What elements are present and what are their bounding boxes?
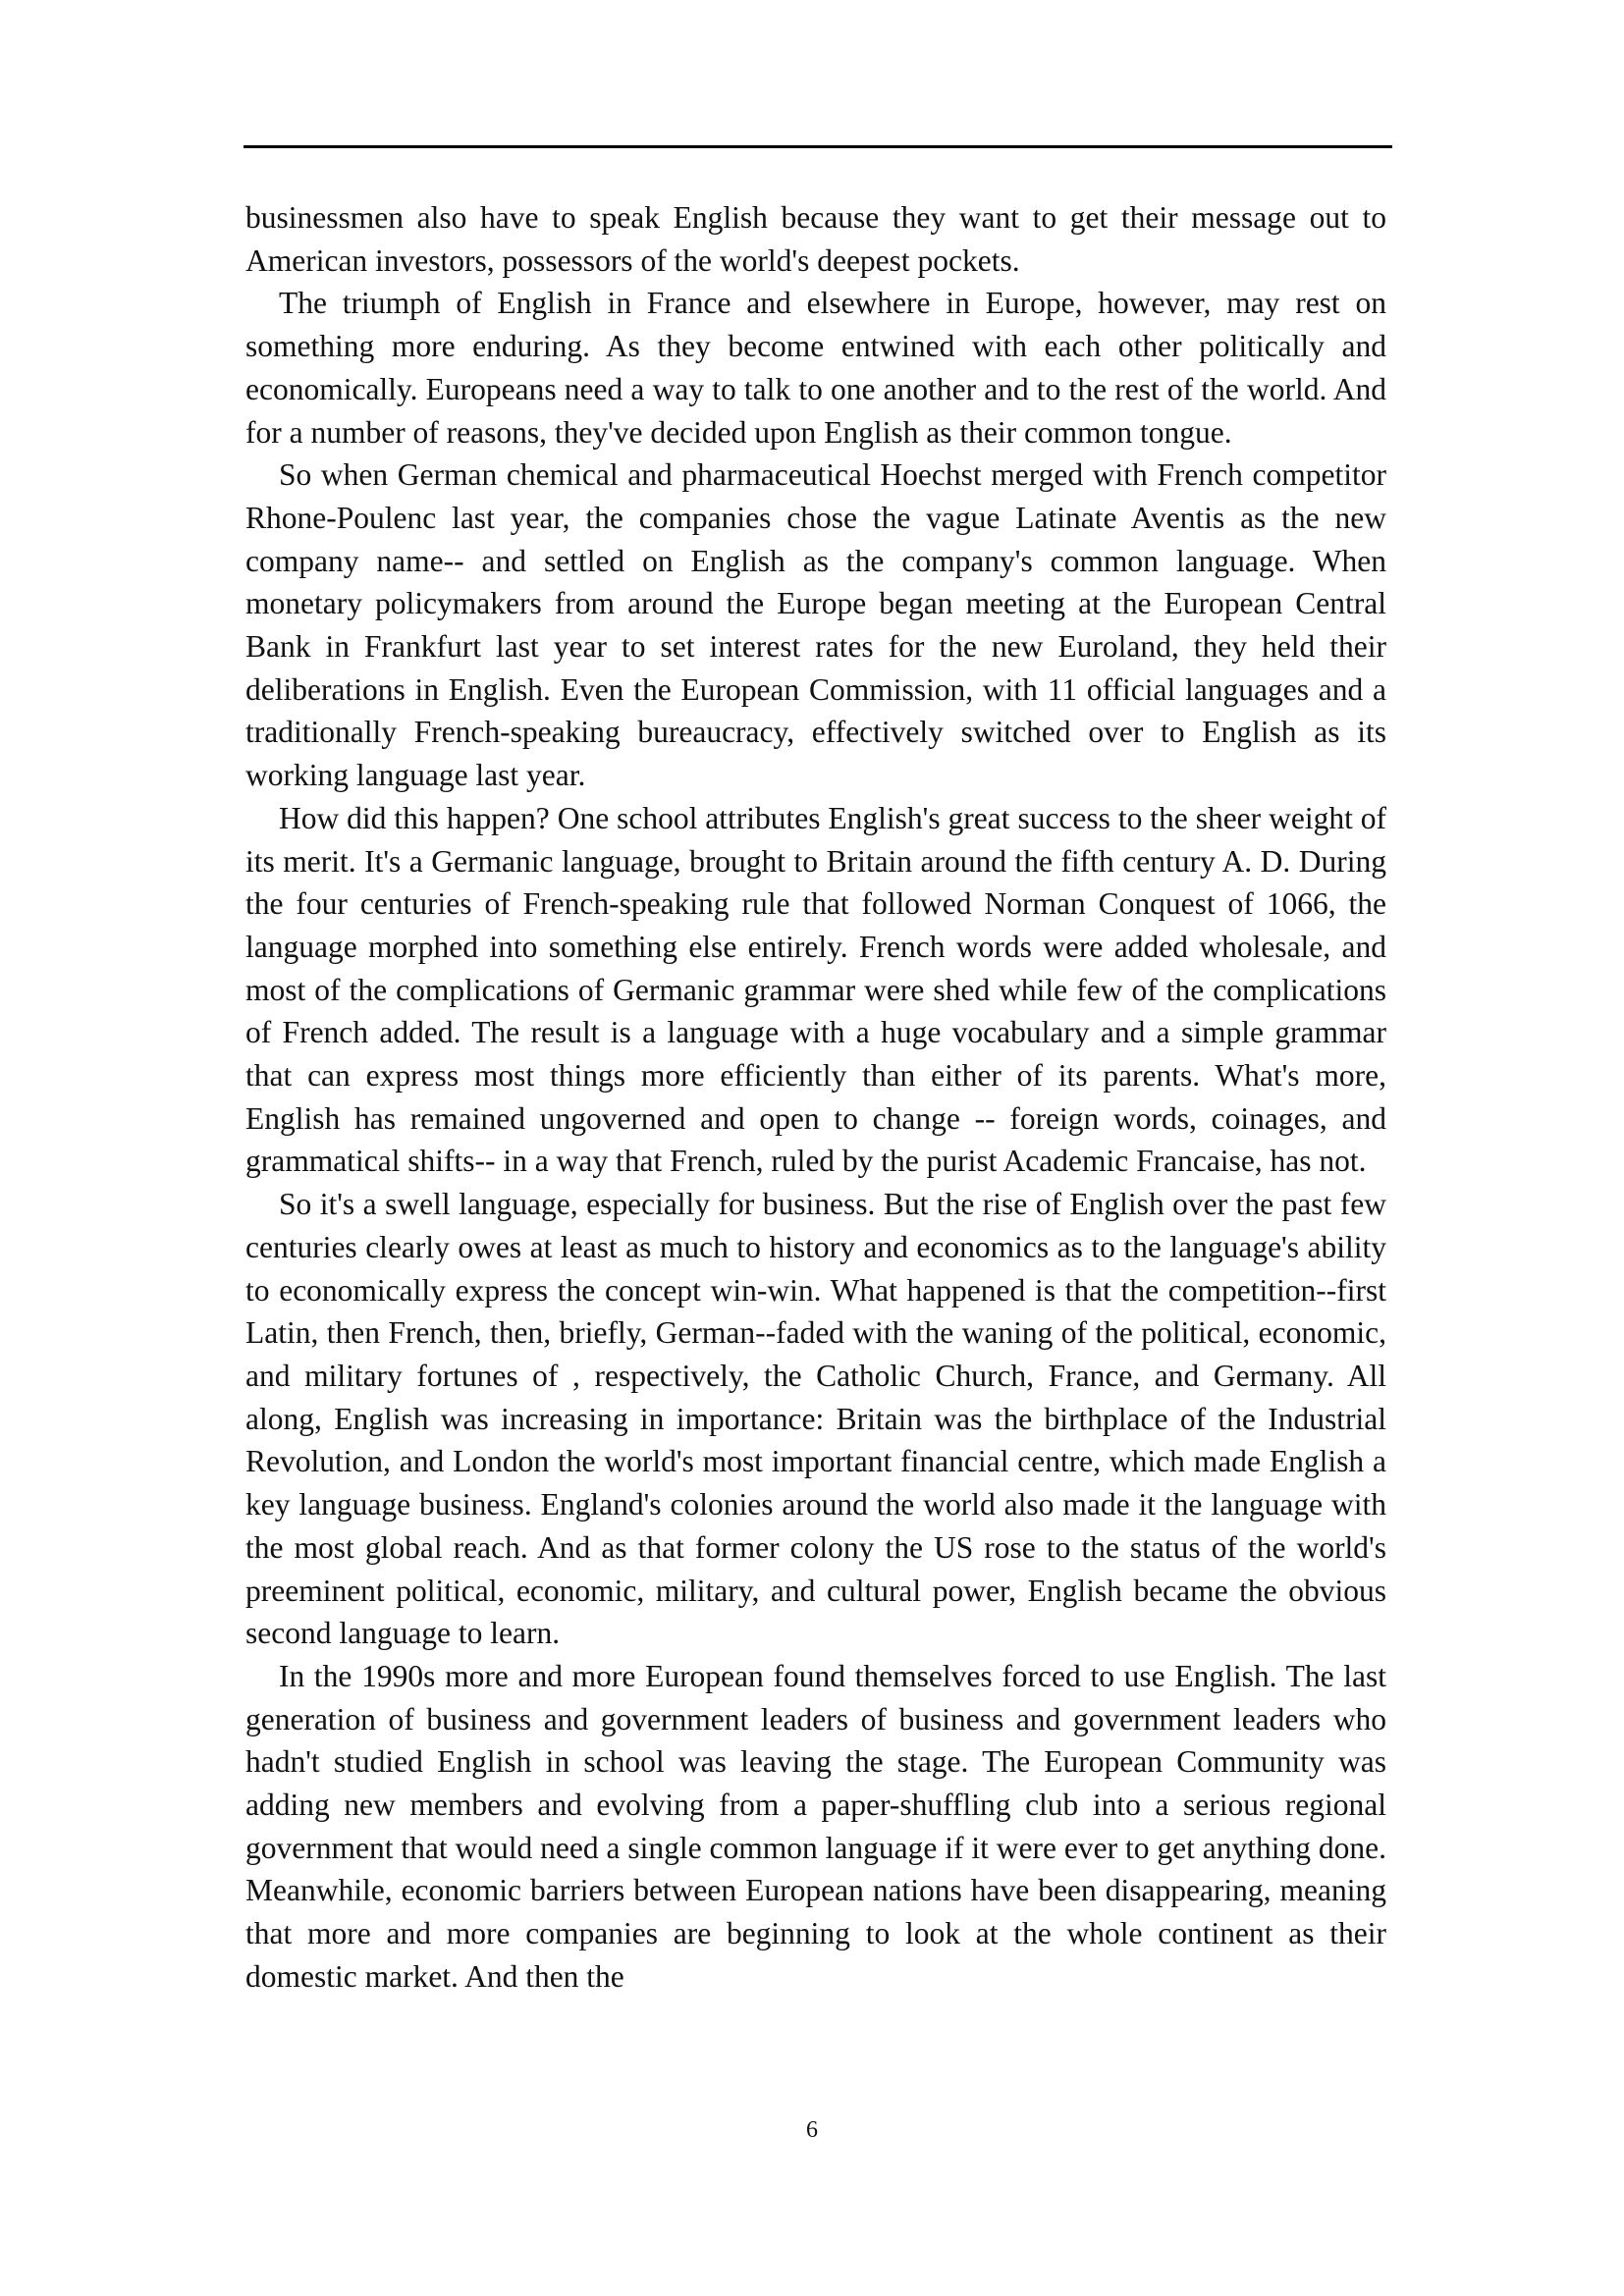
page-number: 6 xyxy=(806,2117,818,2143)
page-body xyxy=(245,196,1386,1999)
header-rule xyxy=(244,145,1392,148)
paragraph-triumph-of-english: The triumph of English in France and elsewhere in Europe, however, may rest on something more enduring. As they become entwined with each other politically and economically. Europeans need a way to talk to one another and to the rest of the world. And for a number of reasons, they've decided upon English as their common tongue. xyxy=(245,286,1386,450)
paragraph-1990s: In the 1990s more and more European found themselves forced to use English. The last generation of business and government leaders of business and government leaders who hadn't studied English in school was leaving the stage. The European Community was adding new members and evolving from a paper-shuffling club into a serious regional government that would need a single common language if it were ever to get anything done. Meanwhile, economic barriers between European nations have been disappearing, meaning that more and more companies are beginning to look at the whole continent as their domestic market. And then the xyxy=(245,1658,1386,1994)
paragraph-continued: businessmen also have to speak English because they want to get their message out to American investors, possessors of the world's deepest pockets. xyxy=(245,200,1386,278)
paragraph-how-did-this-happen: How did this happen? One school attributes English's great success to the sheer weight of its merit. It's a Germanic language, brought to Britain around the fifth century A. D. During the four centuries of French-speaking rule that followed Norman Conquest of 1066, the language morphed into something else entirely. French words were added wholesale, and most of the complications of Germanic grammar were shed while few of the complications of French added. The result is a language with a huge vocabulary and a simple grammar that can express most things more efficiently than either of its parents. What's more, English has remained ungoverned and open to change -- foreign words, coinages, and grammatical shifts-- in a way that French, ruled by the purist Academic Francaise, has not. xyxy=(245,800,1386,1179)
paragraph-swell-language: So it's a swell language, especially for business. But the rise of English over the past few centuries clearly owes at least as much to history and economics as to the language's ability to economically express the concept win-win. What happened is that the competition--first Latin, then French, then, briefly, German--faded with the waning of the political, economic, and military fortunes of , respectively, the Catholic Church, France, and Germany. All along, English was increasing in importance: Britain was the birthplace of the Industrial Revolution, and London the world's most important financial centre, which made English a key language business. England's colonies around the world also made it the language with the most global reach. And as that former colony the US rose to the status of the world's preeminent political, economic, military, and cultural power, English became the obvious second language to learn. xyxy=(245,1187,1386,1651)
paragraph-hoechst-merger: So when German chemical and pharmaceutical Hoechst merged with French competitor Rhone-Poulenc last year, the companies chose the vague Latinate Aventis as the new company name-- and settled on English as the company's common language. When monetary policymakers from around the Europe began meeting at the European Central Bank in Frankfurt last year to set interest rates for the new Euroland, they held their deliberations in English. Even the European Commission, with 11 official languages and a traditionally French-speaking bureaucracy, effectively switched over to English as its working language last year. xyxy=(245,457,1386,793)
